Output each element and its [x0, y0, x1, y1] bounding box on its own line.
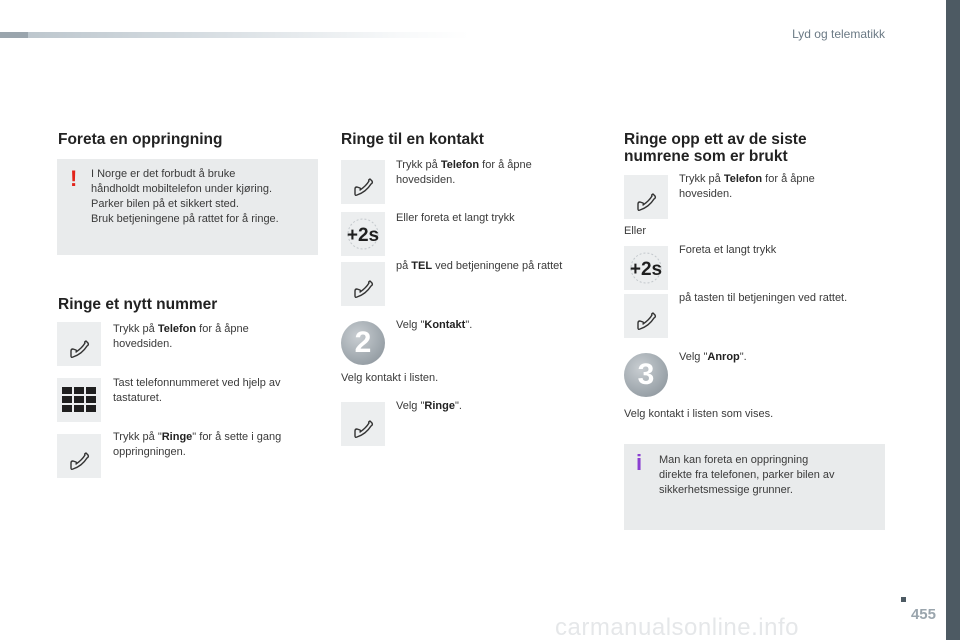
header-title: Lyd og telematikk: [792, 27, 885, 41]
step-number-badge: 2: [341, 321, 385, 365]
step-number-badge: 3: [624, 353, 668, 397]
warning-line: Parker bilen på et sikkert sted.: [91, 198, 239, 210]
phone-icon: [341, 160, 385, 204]
long-press-label: +2s: [629, 259, 663, 280]
warning-line: Bruk betjeningene på rattet for å ringe.: [91, 213, 279, 225]
tel-label: TEL: [411, 260, 433, 272]
warning-line: I Norge er det forbudt å bruke: [91, 168, 236, 180]
step-select-calls: Velg "Anrop".: [679, 351, 747, 363]
keypad-icon: [57, 378, 101, 422]
phone-icon: [57, 322, 101, 366]
step-tel-button: på TEL ved betjeningene på rattet: [396, 260, 563, 272]
step-open-phone: Trykk på Telefon for å åpne hovesiden.: [679, 173, 815, 200]
step-open-phone: Trykk på Telefon for å åpne hovedsiden.: [113, 323, 249, 350]
contact-label: Kontakt: [424, 319, 466, 331]
heading-redial: Ringe opp ett av de siste numrene som er brukt: [624, 131, 807, 165]
long-press-icon: [341, 212, 385, 256]
page-edge-strip: [946, 0, 960, 640]
info-text: [659, 453, 835, 498]
phone-icon: [624, 294, 668, 338]
phone-label: Telefon: [440, 159, 480, 171]
phone-icon: [341, 402, 385, 446]
page-number: 455: [910, 606, 936, 623]
call-label: Ringe: [424, 400, 455, 412]
info-line: Man kan foreta en oppringning: [659, 454, 809, 466]
warning-text: [91, 167, 279, 227]
step-long-press: Eller foreta et langt trykk: [396, 212, 515, 224]
phone-label: Telefon: [157, 323, 197, 335]
keypad-icon-box: [57, 378, 101, 422]
step-choose-from-list: Velg kontakt i listen.: [341, 372, 439, 384]
page-dot: [901, 597, 906, 602]
or-label: Eller: [624, 225, 647, 237]
warning-line: håndholdt mobiltelefon under kjøring.: [91, 183, 273, 195]
long-press-label: +2s: [346, 225, 380, 246]
watermark: carmanualsonline.info: [555, 614, 799, 640]
step-long-press: Foreta et langt trykk: [679, 244, 777, 256]
heading-new-number: Ringe et nytt nummer: [58, 296, 218, 313]
heading-call-contact: Ringe til en kontakt: [341, 131, 484, 148]
phone-label: Telefon: [723, 173, 763, 185]
header-bar: [0, 32, 470, 38]
calls-label: Anrop: [707, 351, 740, 363]
phone-icon-box: [57, 322, 101, 366]
step-steering-button: på tasten til betjeningen ved rattet.: [679, 292, 848, 304]
step-select-call: Velg "Ringe".: [396, 400, 462, 412]
phone-icon-box: [341, 262, 385, 306]
header-bar-accent: [0, 32, 28, 38]
info-line: direkte fra telefonen, parker bilen av: [659, 469, 835, 481]
step-select-contact: Velg "Kontakt".: [396, 319, 473, 331]
phone-icon: [57, 434, 101, 478]
step-press-call: Trykk på "Ringe" for å sette i gang oppringningen.: [113, 431, 282, 458]
call-label: Ringe: [161, 431, 193, 443]
phone-icon-box: [624, 175, 668, 219]
step-open-phone: Trykk på Telefon for å åpne hovedsiden.: [396, 159, 532, 186]
step-dial-keypad: Tast telefonnummeret ved hjelp av tastaturet.: [113, 377, 281, 404]
heading-make-call: Foreta en oppringning: [58, 131, 223, 148]
info-icon: i: [636, 450, 643, 475]
long-press-icon-box: [341, 212, 385, 256]
warning-icon: !: [70, 166, 78, 191]
step-choose-from-list: Velg kontakt i listen som vises.: [624, 408, 774, 420]
phone-icon: [341, 262, 385, 306]
phone-icon-box: [341, 160, 385, 204]
long-press-icon: [624, 246, 668, 290]
long-press-icon-box: [624, 246, 668, 290]
phone-icon-box: [624, 294, 668, 338]
phone-icon-box: [57, 434, 101, 478]
phone-icon: [624, 175, 668, 219]
info-line: sikkerhetsmessige grunner.: [659, 484, 793, 496]
phone-icon-box: [341, 402, 385, 446]
